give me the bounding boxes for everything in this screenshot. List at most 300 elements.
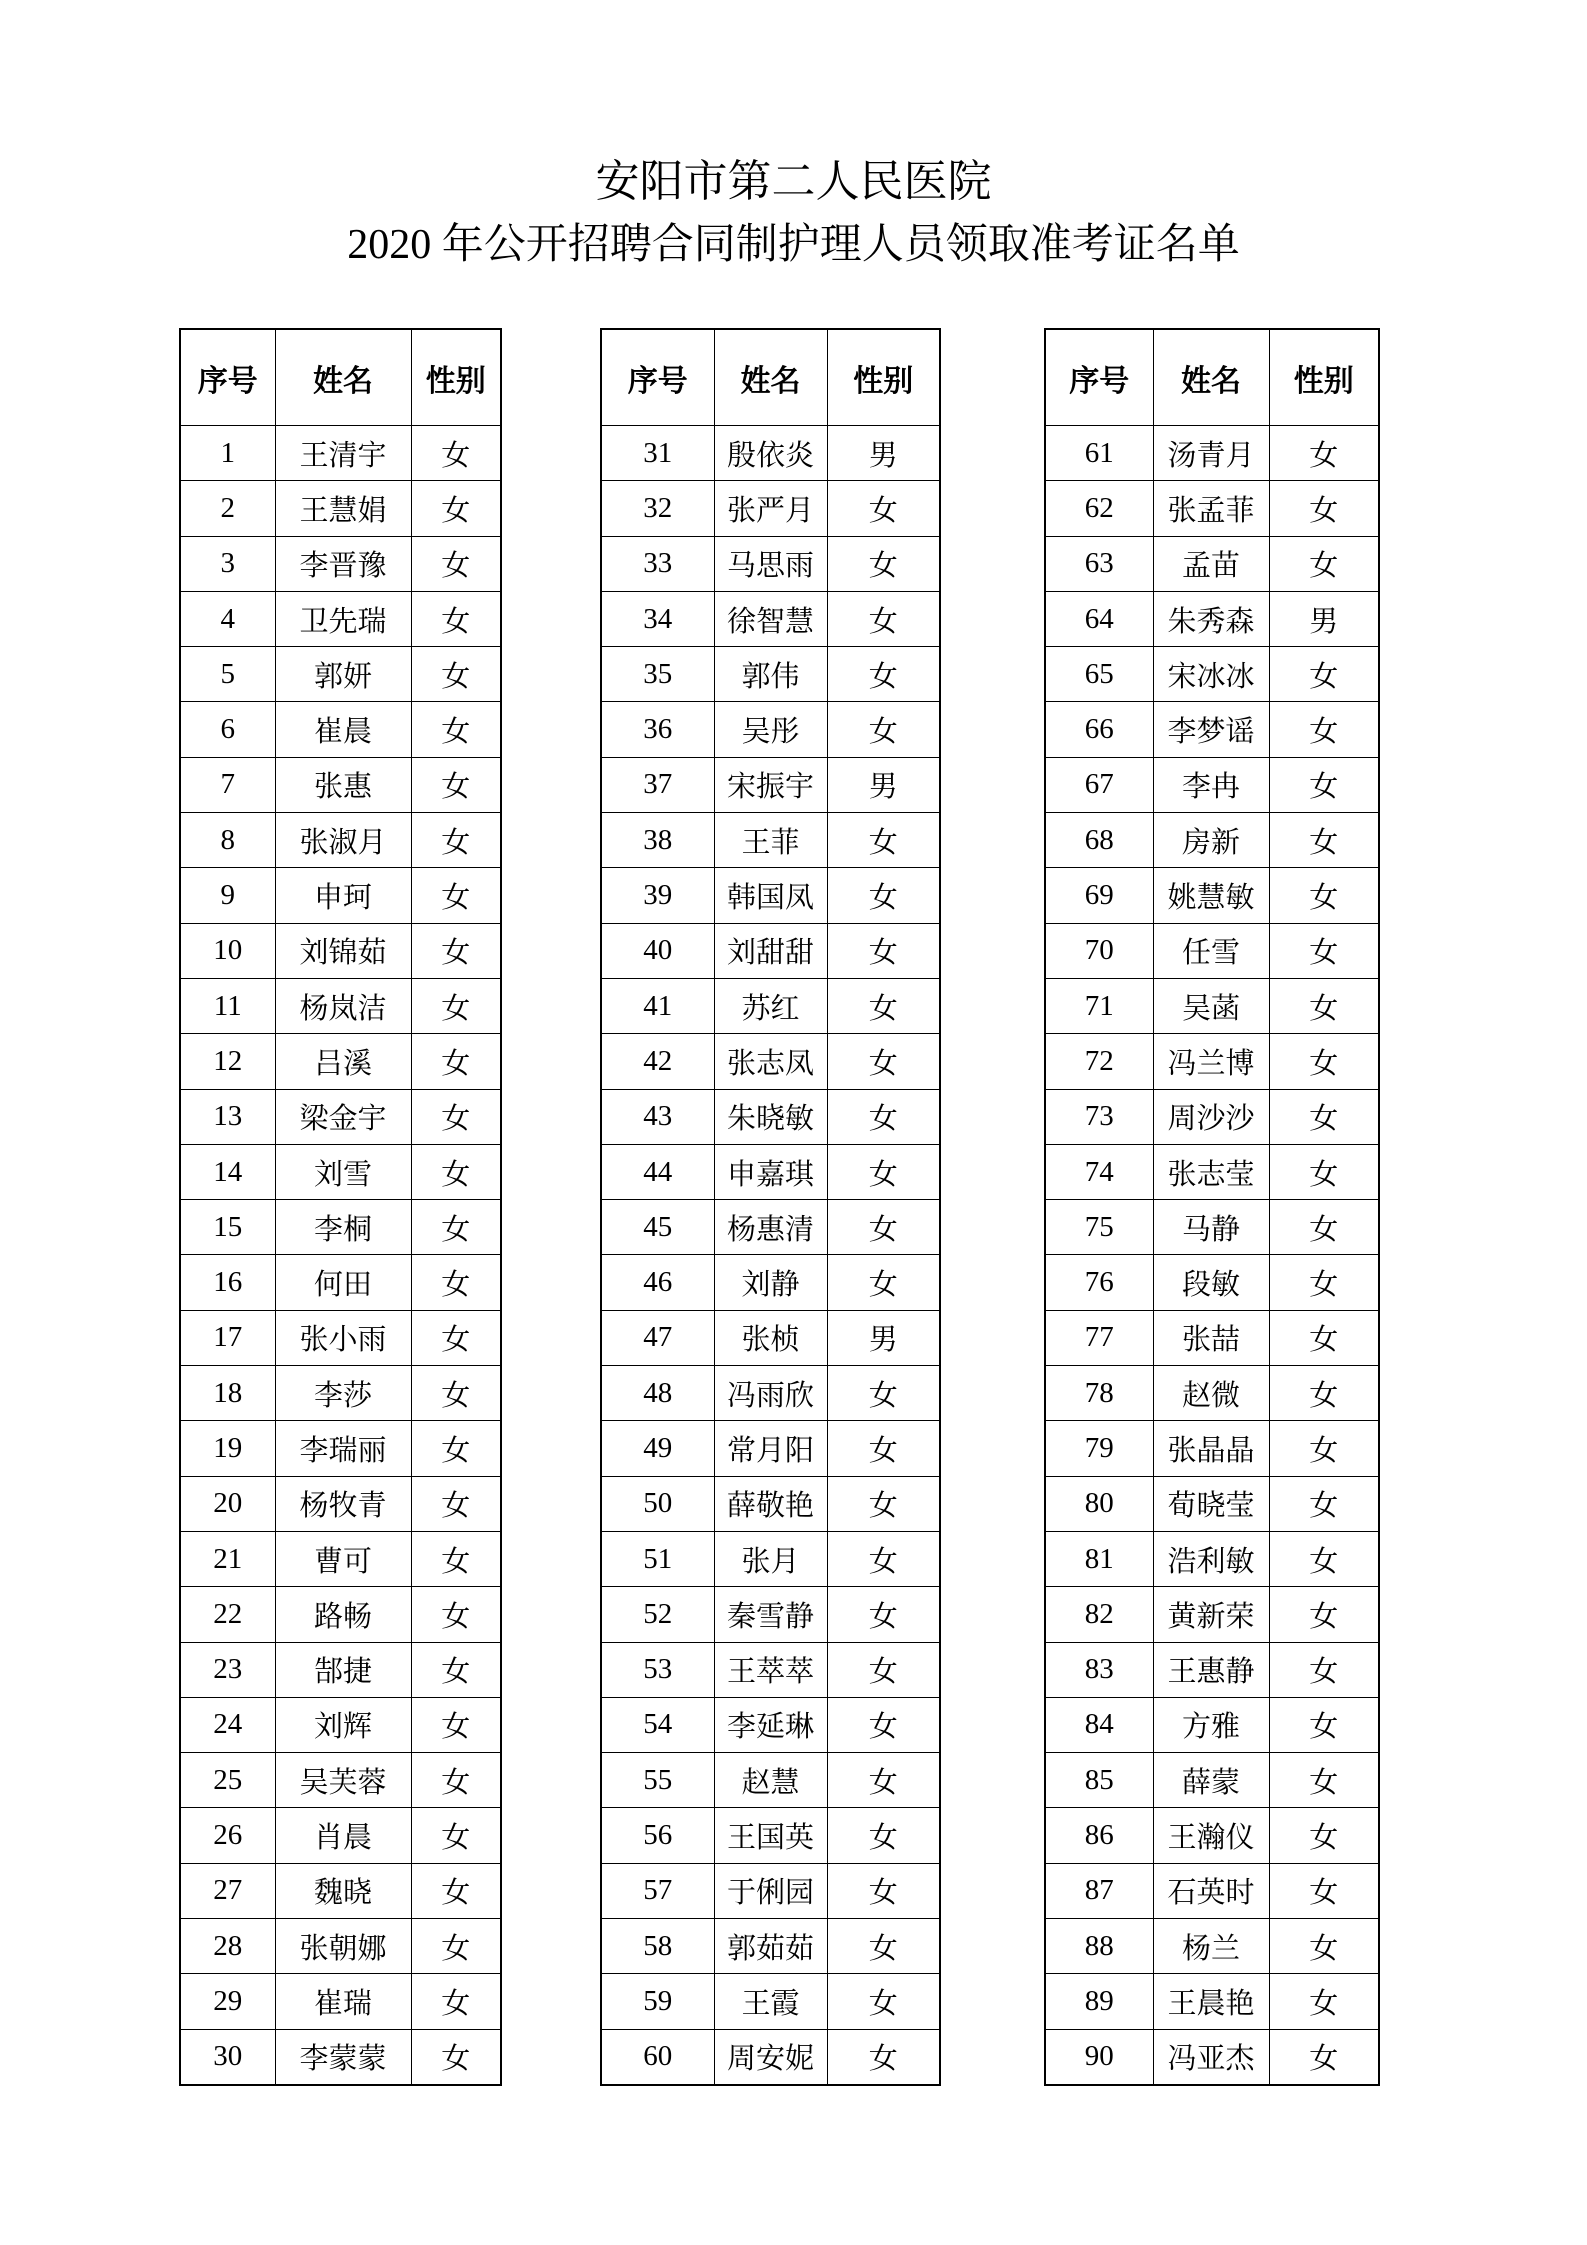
name-cell: 申嘉琪	[714, 1144, 827, 1199]
serial-cell: 78	[1045, 1366, 1153, 1421]
gender-cell: 女	[1269, 1421, 1379, 1476]
serial-cell: 75	[1045, 1200, 1153, 1255]
name-cell: 肖晨	[275, 1808, 411, 1863]
serial-cell: 35	[601, 647, 714, 702]
name-cell: 姚慧敏	[1153, 868, 1269, 923]
table-row	[1045, 1310, 1379, 1365]
gender-cell: 女	[411, 1587, 501, 1642]
serial-cell: 86	[1045, 1808, 1153, 1863]
serial-cell: 68	[1045, 813, 1153, 868]
gender-cell: 女	[1269, 1531, 1379, 1586]
gender-cell: 女	[411, 2029, 501, 2085]
table-row	[1045, 481, 1379, 536]
name-cell: 刘雪	[275, 1144, 411, 1199]
roster-table-3	[1044, 328, 1380, 2086]
name-cell: 段敏	[1153, 1255, 1269, 1310]
serial-cell: 47	[601, 1310, 714, 1365]
table-row	[601, 1587, 940, 1642]
gender-cell: 女	[827, 1034, 940, 1089]
name-cell: 李蒙蒙	[275, 2029, 411, 2085]
name-cell: 刘静	[714, 1255, 827, 1310]
serial-cell: 51	[601, 1531, 714, 1586]
serial-cell: 56	[601, 1808, 714, 1863]
table-row	[601, 1974, 940, 2029]
name-cell: 任雪	[1153, 923, 1269, 978]
table-row	[601, 868, 940, 923]
header-gender: 性别	[411, 329, 501, 426]
name-cell: 朱秀森	[1153, 591, 1269, 646]
gender-cell: 女	[827, 1366, 940, 1421]
name-cell: 崔晨	[275, 702, 411, 757]
gender-cell: 女	[411, 868, 501, 923]
table-row	[601, 757, 940, 812]
serial-cell: 85	[1045, 1753, 1153, 1808]
name-cell: 张小雨	[275, 1310, 411, 1365]
gender-cell: 女	[1269, 1587, 1379, 1642]
table-row	[180, 923, 501, 978]
serial-cell: 81	[1045, 1531, 1153, 1586]
serial-cell: 52	[601, 1587, 714, 1642]
name-cell: 宋振宇	[714, 757, 827, 812]
table-row	[1045, 1034, 1379, 1089]
gender-cell: 女	[411, 1089, 501, 1144]
name-cell: 郭茹茹	[714, 1919, 827, 1974]
name-cell: 宋冰冰	[1153, 647, 1269, 702]
table-row	[601, 923, 940, 978]
serial-cell: 18	[180, 1366, 275, 1421]
gender-cell: 女	[411, 923, 501, 978]
table-row	[1045, 702, 1379, 757]
name-cell: 孟苗	[1153, 536, 1269, 591]
gender-cell: 女	[1269, 1863, 1379, 1918]
table-row	[180, 813, 501, 868]
table-row	[180, 1476, 501, 1531]
gender-cell: 女	[1269, 1974, 1379, 2029]
serial-cell: 22	[180, 1587, 275, 1642]
table-row	[601, 426, 940, 481]
table-row	[180, 1200, 501, 1255]
gender-cell: 女	[1269, 1808, 1379, 1863]
name-cell: 卫先瑞	[275, 591, 411, 646]
gender-cell: 女	[1269, 1034, 1379, 1089]
table-row	[601, 1919, 940, 1974]
name-cell: 朱晓敏	[714, 1089, 827, 1144]
serial-cell: 12	[180, 1034, 275, 1089]
table-row	[1045, 1974, 1379, 2029]
serial-cell: 82	[1045, 1587, 1153, 1642]
gender-cell: 女	[827, 868, 940, 923]
gender-cell: 女	[1269, 1144, 1379, 1199]
serial-cell: 23	[180, 1642, 275, 1697]
serial-cell: 72	[1045, 1034, 1153, 1089]
gender-cell: 女	[1269, 702, 1379, 757]
table-row	[601, 1863, 940, 1918]
table-row	[180, 1697, 501, 1752]
name-cell: 殷依炎	[714, 426, 827, 481]
gender-cell: 女	[827, 1531, 940, 1586]
table-row	[180, 1531, 501, 1586]
serial-cell: 67	[1045, 757, 1153, 812]
name-cell: 韩国凤	[714, 868, 827, 923]
header-name: 姓名	[275, 329, 411, 426]
name-cell: 王慧娟	[275, 481, 411, 536]
roster-table-1	[179, 328, 502, 2086]
table-row	[180, 868, 501, 923]
gender-cell: 女	[827, 702, 940, 757]
serial-cell: 19	[180, 1421, 275, 1476]
name-cell: 马静	[1153, 1200, 1269, 1255]
table-row	[1045, 1089, 1379, 1144]
name-cell: 王菲	[714, 813, 827, 868]
gender-cell: 女	[1269, 1919, 1379, 1974]
serial-cell: 41	[601, 978, 714, 1033]
serial-cell: 48	[601, 1366, 714, 1421]
name-cell: 李晋豫	[275, 536, 411, 591]
serial-cell: 83	[1045, 1642, 1153, 1697]
gender-cell: 男	[827, 1310, 940, 1365]
name-cell: 石英时	[1153, 1863, 1269, 1918]
serial-cell: 16	[180, 1255, 275, 1310]
name-cell: 房新	[1153, 813, 1269, 868]
gender-cell: 女	[827, 813, 940, 868]
table-row	[180, 1089, 501, 1144]
serial-cell: 5	[180, 647, 275, 702]
table-row	[1045, 1863, 1379, 1918]
gender-cell: 女	[1269, 536, 1379, 591]
table-row	[180, 1808, 501, 1863]
serial-cell: 28	[180, 1919, 275, 1974]
gender-cell: 女	[827, 1863, 940, 1918]
table-row	[180, 1863, 501, 1918]
name-cell: 曹可	[275, 1531, 411, 1586]
name-cell: 刘辉	[275, 1697, 411, 1752]
serial-cell: 6	[180, 702, 275, 757]
gender-cell: 女	[827, 1089, 940, 1144]
table-row	[180, 2029, 501, 2085]
name-cell: 方雅	[1153, 1697, 1269, 1752]
table-row	[180, 1034, 501, 1089]
name-cell: 吴芙蓉	[275, 1753, 411, 1808]
serial-cell: 88	[1045, 1919, 1153, 1974]
serial-cell: 58	[601, 1919, 714, 1974]
table-row	[180, 1974, 501, 2029]
name-cell: 汤青月	[1153, 426, 1269, 481]
gender-cell: 女	[411, 1808, 501, 1863]
serial-cell: 42	[601, 1034, 714, 1089]
gender-cell: 女	[1269, 1089, 1379, 1144]
gender-cell: 女	[827, 1421, 940, 1476]
gender-cell: 女	[411, 647, 501, 702]
serial-cell: 21	[180, 1531, 275, 1586]
serial-cell: 71	[1045, 978, 1153, 1033]
name-cell: 马思雨	[714, 536, 827, 591]
name-cell: 梁金宇	[275, 1089, 411, 1144]
gender-cell: 女	[1269, 813, 1379, 868]
gender-cell: 女	[411, 1863, 501, 1918]
table-row	[1045, 1421, 1379, 1476]
name-cell: 刘甜甜	[714, 923, 827, 978]
gender-cell: 女	[411, 1200, 501, 1255]
gender-cell: 女	[411, 481, 501, 536]
gender-cell: 女	[827, 1255, 940, 1310]
name-cell: 赵慧	[714, 1753, 827, 1808]
gender-cell: 女	[411, 1531, 501, 1586]
gender-cell: 女	[827, 2029, 940, 2085]
serial-cell: 24	[180, 1697, 275, 1752]
name-cell: 张严月	[714, 481, 827, 536]
serial-cell: 17	[180, 1310, 275, 1365]
serial-cell: 49	[601, 1421, 714, 1476]
name-cell: 李梦谣	[1153, 702, 1269, 757]
name-cell: 崔瑞	[275, 1974, 411, 2029]
table-row	[180, 978, 501, 1033]
serial-cell: 30	[180, 2029, 275, 2085]
serial-cell: 39	[601, 868, 714, 923]
gender-cell: 女	[827, 1753, 940, 1808]
table-row	[180, 1255, 501, 1310]
serial-cell: 61	[1045, 426, 1153, 481]
serial-cell: 4	[180, 591, 275, 646]
name-cell: 李瑞丽	[275, 1421, 411, 1476]
table-row	[1045, 647, 1379, 702]
gender-cell: 女	[827, 647, 940, 702]
gender-cell: 女	[827, 1642, 940, 1697]
table-row	[1045, 1144, 1379, 1199]
table-row	[601, 1034, 940, 1089]
table-row	[601, 1531, 940, 1586]
gender-cell: 女	[827, 536, 940, 591]
serial-cell: 31	[601, 426, 714, 481]
serial-cell: 74	[1045, 1144, 1153, 1199]
serial-cell: 63	[1045, 536, 1153, 591]
table-row	[1045, 1919, 1379, 1974]
name-cell: 苏红	[714, 978, 827, 1033]
table-row	[1045, 868, 1379, 923]
serial-cell: 66	[1045, 702, 1153, 757]
table-row	[180, 1310, 501, 1365]
name-cell: 冯雨欣	[714, 1366, 827, 1421]
table-row	[1045, 978, 1379, 1033]
name-cell: 杨岚洁	[275, 978, 411, 1033]
gender-cell: 女	[411, 1642, 501, 1697]
name-cell: 王晨艳	[1153, 1974, 1269, 2029]
table-row	[180, 1642, 501, 1697]
serial-cell: 84	[1045, 1697, 1153, 1752]
serial-cell: 25	[180, 1753, 275, 1808]
name-cell: 王清宇	[275, 426, 411, 481]
table-row	[601, 2029, 940, 2085]
serial-cell: 2	[180, 481, 275, 536]
serial-cell: 8	[180, 813, 275, 868]
name-cell: 吴彤	[714, 702, 827, 757]
gender-cell: 女	[411, 591, 501, 646]
name-cell: 郜捷	[275, 1642, 411, 1697]
serial-cell: 13	[180, 1089, 275, 1144]
table-row	[180, 1753, 501, 1808]
gender-cell: 女	[411, 1753, 501, 1808]
name-cell: 秦雪静	[714, 1587, 827, 1642]
name-cell: 王霞	[714, 1974, 827, 2029]
name-cell: 张淑月	[275, 813, 411, 868]
gender-cell: 女	[411, 426, 501, 481]
table-row	[180, 1144, 501, 1199]
serial-cell: 27	[180, 1863, 275, 1918]
name-cell: 薛蒙	[1153, 1753, 1269, 1808]
gender-cell: 女	[411, 1366, 501, 1421]
gender-cell: 女	[1269, 1200, 1379, 1255]
table-row	[180, 591, 501, 646]
serial-cell: 80	[1045, 1476, 1153, 1531]
table-header	[1045, 329, 1379, 426]
serial-cell: 53	[601, 1642, 714, 1697]
header-serial: 序号	[1045, 329, 1153, 426]
name-cell: 郭伟	[714, 647, 827, 702]
serial-cell: 10	[180, 923, 275, 978]
name-cell: 薛敬艳	[714, 1476, 827, 1531]
gender-cell: 女	[1269, 426, 1379, 481]
serial-cell: 11	[180, 978, 275, 1033]
gender-cell: 女	[1269, 1255, 1379, 1310]
gender-cell: 女	[1269, 1366, 1379, 1421]
gender-cell: 女	[1269, 1753, 1379, 1808]
header-serial: 序号	[601, 329, 714, 426]
name-cell: 张朝娜	[275, 1919, 411, 1974]
serial-cell: 37	[601, 757, 714, 812]
serial-cell: 57	[601, 1863, 714, 1918]
table-row	[1045, 1697, 1379, 1752]
gender-cell: 女	[827, 1974, 940, 2029]
table-row	[180, 647, 501, 702]
table-row	[180, 426, 501, 481]
table-header	[601, 329, 940, 426]
name-cell: 张喆	[1153, 1310, 1269, 1365]
gender-cell: 男	[827, 757, 940, 812]
table-row	[1045, 1531, 1379, 1586]
gender-cell: 女	[1269, 481, 1379, 536]
name-cell: 吴菡	[1153, 978, 1269, 1033]
serial-cell: 89	[1045, 1974, 1153, 2029]
table-row	[601, 702, 940, 757]
name-cell: 张月	[714, 1531, 827, 1586]
name-cell: 李延琳	[714, 1697, 827, 1752]
table-row	[1045, 1200, 1379, 1255]
gender-cell: 女	[1269, 1697, 1379, 1752]
name-cell: 杨牧青	[275, 1476, 411, 1531]
table-row	[601, 1144, 940, 1199]
serial-cell: 79	[1045, 1421, 1153, 1476]
table-row	[1045, 1255, 1379, 1310]
serial-cell: 62	[1045, 481, 1153, 536]
header-name: 姓名	[714, 329, 827, 426]
serial-cell: 55	[601, 1753, 714, 1808]
serial-cell: 9	[180, 868, 275, 923]
serial-cell: 36	[601, 702, 714, 757]
serial-cell: 14	[180, 1144, 275, 1199]
serial-cell: 44	[601, 1144, 714, 1199]
gender-cell: 女	[827, 1200, 940, 1255]
gender-cell: 女	[411, 536, 501, 591]
table-header	[180, 329, 501, 426]
name-cell: 黄新荣	[1153, 1587, 1269, 1642]
name-cell: 李莎	[275, 1366, 411, 1421]
table-row	[601, 1310, 940, 1365]
serial-cell: 50	[601, 1476, 714, 1531]
table-row	[601, 978, 940, 1033]
name-cell: 何田	[275, 1255, 411, 1310]
table-row	[1045, 426, 1379, 481]
table-row	[601, 1089, 940, 1144]
name-cell: 张惠	[275, 757, 411, 812]
name-cell: 刘锦茹	[275, 923, 411, 978]
gender-cell: 女	[411, 702, 501, 757]
serial-cell: 64	[1045, 591, 1153, 646]
gender-cell: 女	[411, 1034, 501, 1089]
table-row	[1045, 757, 1379, 812]
serial-cell: 45	[601, 1200, 714, 1255]
table-row	[601, 591, 940, 646]
gender-cell: 女	[1269, 757, 1379, 812]
name-cell: 王瀚仪	[1153, 1808, 1269, 1863]
table-row	[1045, 1808, 1379, 1863]
table-row	[1045, 1642, 1379, 1697]
name-cell: 冯亚杰	[1153, 2029, 1269, 2085]
gender-cell: 女	[1269, 2029, 1379, 2085]
gender-cell: 女	[411, 1476, 501, 1531]
gender-cell: 女	[411, 1919, 501, 1974]
name-cell: 李冉	[1153, 757, 1269, 812]
gender-cell: 女	[1269, 923, 1379, 978]
table-row	[1045, 1753, 1379, 1808]
name-cell: 王萃萃	[714, 1642, 827, 1697]
gender-cell: 女	[411, 757, 501, 812]
table-row	[180, 1421, 501, 1476]
serial-cell: 65	[1045, 647, 1153, 702]
table-row	[601, 481, 940, 536]
header-name: 姓名	[1153, 329, 1269, 426]
name-cell: 王惠静	[1153, 1642, 1269, 1697]
table-row	[601, 1366, 940, 1421]
serial-cell: 34	[601, 591, 714, 646]
gender-cell: 女	[827, 481, 940, 536]
serial-cell: 29	[180, 1974, 275, 2029]
name-cell: 浩利敏	[1153, 1531, 1269, 1586]
table-row	[1045, 591, 1379, 646]
table-row	[601, 813, 940, 868]
gender-cell: 女	[411, 1310, 501, 1365]
name-cell: 吕溪	[275, 1034, 411, 1089]
name-cell: 徐智慧	[714, 591, 827, 646]
gender-cell: 女	[1269, 868, 1379, 923]
gender-cell: 女	[1269, 647, 1379, 702]
name-cell: 冯兰博	[1153, 1034, 1269, 1089]
table-row	[601, 647, 940, 702]
table-row	[601, 1476, 940, 1531]
name-cell: 于俐园	[714, 1863, 827, 1918]
name-cell: 郭妍	[275, 647, 411, 702]
name-cell: 路畅	[275, 1587, 411, 1642]
table-row	[601, 1808, 940, 1863]
name-cell: 周安妮	[714, 2029, 827, 2085]
serial-cell: 73	[1045, 1089, 1153, 1144]
table-row	[601, 1697, 940, 1752]
name-cell: 常月阳	[714, 1421, 827, 1476]
gender-cell: 女	[827, 1697, 940, 1752]
name-cell: 荀晓莹	[1153, 1476, 1269, 1531]
table-row	[601, 1642, 940, 1697]
table-row	[1045, 923, 1379, 978]
name-cell: 杨惠清	[714, 1200, 827, 1255]
gender-cell: 女	[411, 1974, 501, 2029]
